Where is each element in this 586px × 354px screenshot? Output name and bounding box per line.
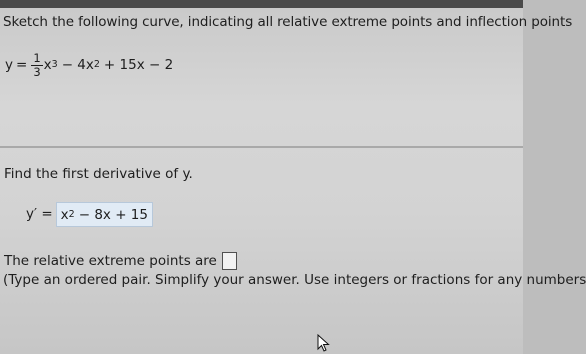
derivative-label: y′ = [26, 206, 53, 222]
mouse-pointer-icon [317, 334, 331, 352]
derivative-answer-rest: − 8x + 15 [78, 206, 148, 223]
derivative-row [26, 201, 153, 227]
extreme-points-label: The relative extreme points are [4, 253, 217, 269]
derivative-answer-box[interactable]: x 2 − 8x + 15 [56, 202, 153, 227]
cubic-term-var: x [43, 57, 52, 73]
question-text: Sketch the following curve, indicating all relative extreme points and inflection points [3, 14, 573, 30]
linear-and-constant-terms: + 15x − 2 [103, 57, 174, 73]
equation-equals: = [16, 57, 28, 73]
quadratic-term: − 4x [61, 57, 94, 73]
fraction-denominator: 3 [33, 64, 41, 79]
fraction-numerator: 1 [33, 50, 41, 65]
extreme-points-input[interactable] [222, 252, 237, 270]
fraction [31, 52, 42, 79]
section-divider [0, 146, 523, 148]
equation-lhs: y [5, 57, 13, 73]
answer-instruction: (Type an ordered pair. Simplify your answer. Use integers or fractions for any numbers [3, 272, 586, 288]
function-equation: y = $\frac{1}{3}$ x 3 − 4x 2 + 15x − 2 [5, 50, 174, 79]
part-prompt: Find the first derivative of y. [4, 166, 193, 182]
top-bar [0, 0, 523, 8]
derivative-answer-var: x [60, 206, 69, 223]
extreme-points-row [4, 252, 237, 270]
